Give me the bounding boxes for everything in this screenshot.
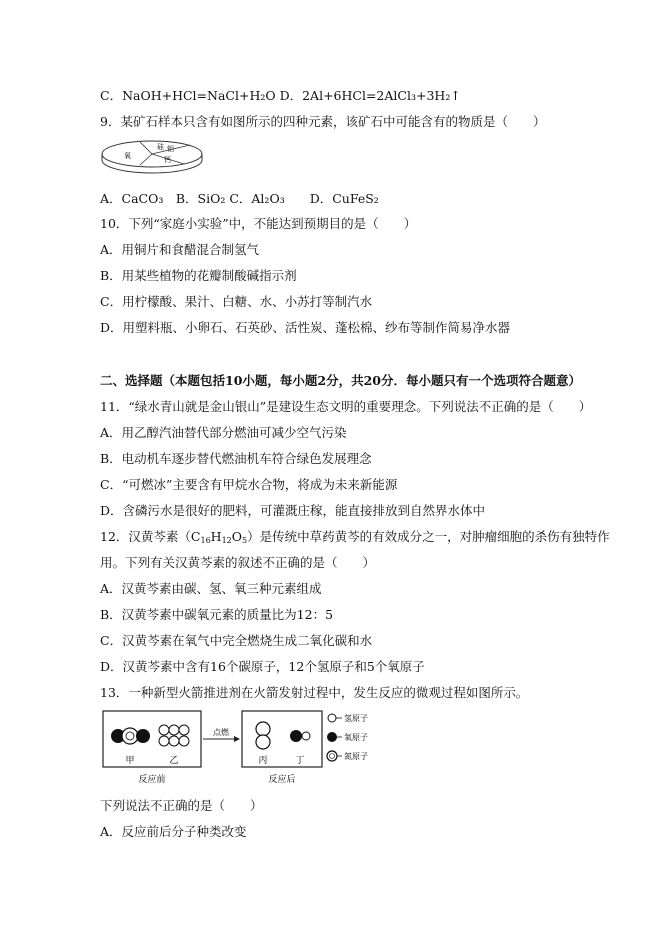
- element-label-al: 铝: [167, 145, 174, 153]
- element-disk-figure: [100, 136, 210, 176]
- question-12-option-b: B．汉黄芩素中碳氧元素的质量比为12：5: [100, 607, 334, 622]
- question-10-option-d: D．用塑料瓶、小卵石、石英砂、活性炭、蓬松棉、纱布等制作简易净水器: [100, 320, 511, 335]
- legend-nitrogen: 氮原子: [344, 752, 368, 761]
- q12-text-o: O: [231, 529, 243, 544]
- q12-text-h: H: [210, 529, 222, 544]
- reactant-a-label: 甲: [125, 756, 135, 766]
- question-9-options: A．CaCO₃ B．SiO₂ C．Al₂O₃ D．CuFeS₂: [100, 191, 379, 206]
- element-label-o: 氧: [124, 152, 131, 160]
- question-13-ask: 下列说法不正确的是（ ）: [100, 798, 263, 813]
- question-11-option-c: C．“可燃冰”主要含有甲烷水合物，将成为未来新能源: [100, 477, 398, 492]
- question-12: [100, 529, 610, 549]
- before-caption: 反应前: [138, 775, 166, 785]
- question-12-option-c: C．汉黄芩素在氧气中完全燃烧生成二氧化碳和水: [100, 633, 373, 648]
- reaction-figure: [100, 708, 390, 788]
- q12-text-pre: 12．汉黄芩素（C: [100, 529, 201, 544]
- question-13: 13．一种新型火箭推进剂在火箭发射过程中，发生反应的微观过程如图所示。: [100, 685, 529, 700]
- legend-hydrogen: 氢原子: [344, 714, 368, 723]
- element-label-si: 硅: [157, 143, 164, 151]
- question-12-option-d: D．汉黄芩素中含有16个碳原子，12个氢原子和5个氧原子: [100, 659, 425, 674]
- legend-oxygen: 氧原子: [344, 733, 368, 742]
- question-10: 10．下列“家庭小实验”中，不能达到预期目的是（ ）: [100, 216, 417, 231]
- q12-sub-h: 12: [221, 536, 232, 545]
- reactant-b-label: 乙: [169, 756, 179, 766]
- section-heading: 二、选择题（本题包括10小题，每小题2分，共20分．每小题只有一个选项符合题意）: [100, 373, 581, 388]
- after-caption: 反应后: [268, 775, 296, 785]
- question-10-option-a: A．用铜片和食醋混合制氢气: [100, 242, 260, 257]
- option-line-prev: C．NaOH+HCl=NaCl+H₂O D．2Al+6HCl=2AlCl₃+3H₂↑: [100, 88, 461, 103]
- product-c-label: 丙: [258, 756, 268, 766]
- q12-text-post: ）是传统中草药黄芩的有效成分之一，对肿瘤细胞的杀伤有独特作: [247, 529, 610, 544]
- q12-sub-o: 5: [242, 536, 248, 545]
- question-11-option-a: A．用乙醇汽油替代部分燃油可减少空气污染: [100, 425, 347, 440]
- question-12-line2: 用。下列有关汉黄芩素的叙述不正确的是（ ）: [100, 555, 376, 570]
- question-12-option-a: A．汉黄芩素由碳、氢、氧三种元素组成: [100, 581, 322, 596]
- question-11-option-b: B．电动机车逐步替代燃油机车符合绿色发展理念: [100, 451, 372, 466]
- arrow-condition: 点燃: [213, 728, 229, 737]
- question-11: 11．“绿水青山就是金山银山”是建设生态文明的重要理念。下列说法不正确的是（ ）: [100, 399, 592, 414]
- after-box: [242, 711, 322, 767]
- product-d-label: 丁: [295, 756, 305, 766]
- element-label-ca: 钙: [164, 156, 171, 164]
- question-13-option-a: A．反应前后分子种类改变: [100, 824, 247, 839]
- q12-sub-c: 16: [200, 536, 211, 545]
- question-10-option-c: C．用柠檬酸、果汁、白糖、水、小苏打等制汽水: [100, 294, 373, 309]
- question-11-option-d: D．含磷污水是很好的肥料，可灌溉庄稼，能直接排放到自然界水体中: [100, 503, 486, 518]
- question-10-option-b: B．用某些植物的花瓣制酸碱指示剂: [100, 268, 297, 283]
- question-9: 9．某矿石样本只含有如图所示的四种元素，该矿石中可能含有的物质是（ ）: [100, 114, 546, 129]
